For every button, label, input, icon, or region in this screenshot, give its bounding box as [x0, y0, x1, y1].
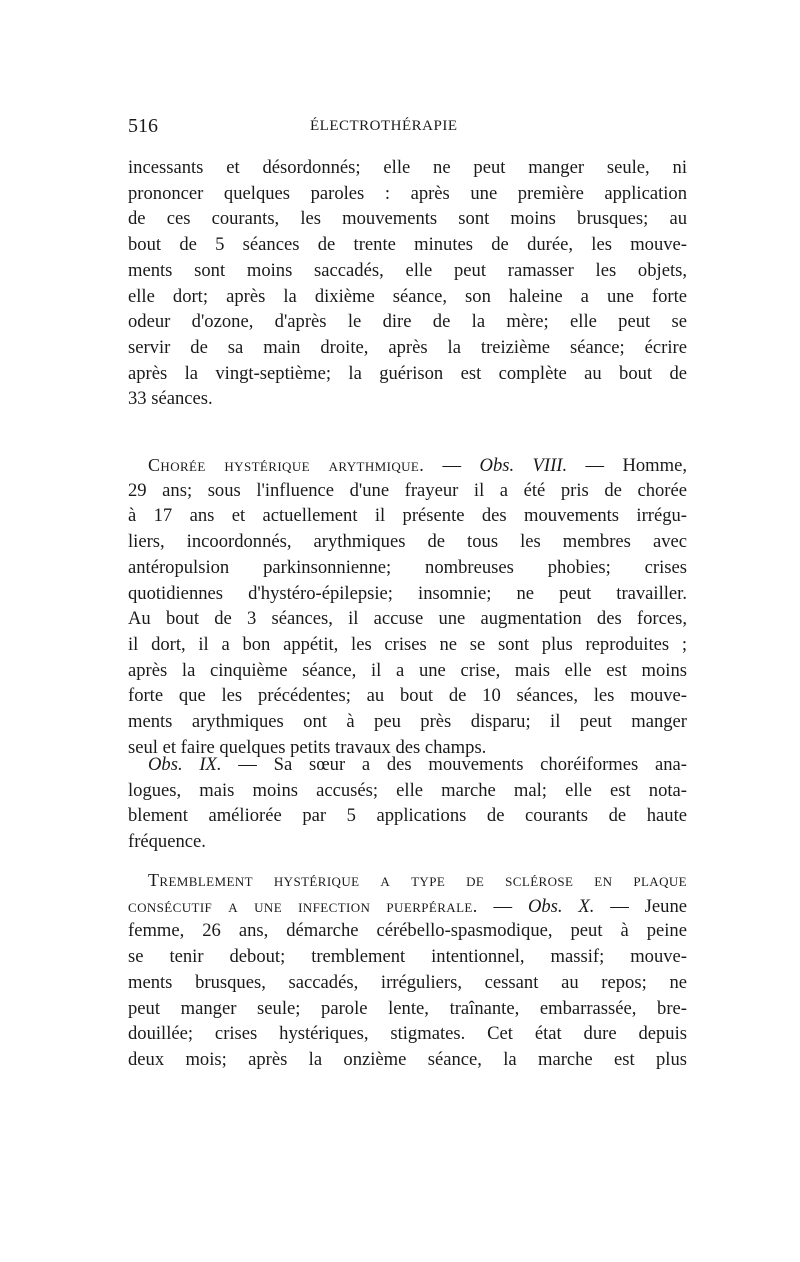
text-line [128, 479, 687, 503]
text-segment: liers, incoordonnés, arythmiques de tous les membres avec [128, 531, 687, 553]
observation-label: Obs. VIII. [479, 455, 568, 476]
text-segment: femme, 26 ans, démarche cérébello-spasmodique, peut à peine [128, 920, 687, 942]
text-line [128, 997, 687, 1021]
text-segment: blement améliorée par 5 applications de courants de haute [128, 805, 687, 827]
text-segment: se tenir debout; tremblement intentionnel, massif; mouve- [128, 946, 687, 968]
text-segment: prononcer quelques paroles : après une première application [128, 182, 687, 204]
text-line [128, 336, 687, 360]
text-segment: il dort, il a bon appétit, les crises ne se sont plus reproduites ; [128, 633, 687, 655]
section-heading: Chorée hystérique arythmique. [148, 455, 425, 475]
text-line [128, 659, 687, 683]
text-line [128, 504, 687, 528]
text-line [128, 607, 687, 631]
text-segment: forte que les précédentes; au bout de 10 séances, les mouve- [128, 685, 687, 707]
text-line [128, 633, 687, 657]
text-line [128, 710, 687, 734]
observation-label: Obs. X. [527, 895, 595, 917]
text-line [128, 556, 687, 580]
text-segment: fréquence. [128, 831, 206, 853]
text-line [128, 1048, 687, 1072]
text-segment: peut manger seule; parole lente, traînante, embarrassée, bre- [128, 997, 687, 1019]
text-segment: — [424, 455, 480, 476]
text-line [128, 894, 687, 919]
text-line [128, 919, 687, 943]
text-segment: incessants et désordonnés; elle ne peut manger seule, ni [128, 157, 687, 178]
text-line [128, 259, 687, 283]
section-heading: consécutif a une infection puerpérale. [128, 895, 478, 916]
text-segment: à 17 ans et actuellement il présente des mouvements irrégu- [128, 505, 687, 527]
text-segment: servir de sa main droite, après la treizième séance; écrire [128, 336, 687, 358]
text-line [128, 1022, 687, 1046]
text-segment: seul et faire quelques petits travaux des champs. [128, 736, 487, 758]
text-segment: 29 ans; sous l'influence d'une frayeur il a été pris de chorée [128, 479, 687, 501]
text-segment: odeur d'ozone, d'après le dire de la mère; elle peut se [128, 311, 687, 333]
text-line [148, 753, 687, 777]
text-segment: bout de 5 séances de trente minutes de durée, les mouve- [128, 234, 687, 256]
text-line [128, 387, 687, 411]
text-segment: elle dort; après la dixième séance, son haleine a une forte [128, 285, 687, 307]
page-number: 516 [128, 115, 158, 137]
text-line [128, 156, 687, 180]
text-segment: douillée; crises hystériques, stigmates. Cet état dure depuis [128, 1023, 687, 1045]
text-line [148, 868, 687, 893]
text-line [128, 285, 687, 309]
text-line [128, 830, 687, 854]
text-segment: de ces courants, les mouvements sont moins brusques; au [128, 208, 687, 230]
text-segment: — Homme, [567, 455, 688, 476]
section-heading: Tremblement hystérique a type de sclérose en plaque [148, 870, 687, 890]
text-line [128, 779, 687, 803]
text-line [128, 684, 687, 708]
text-line [128, 582, 687, 606]
text-line [128, 233, 687, 257]
text-segment: quotidiennes d'hystéro-épilepsie; insomnie; ne peut travailler. [128, 582, 687, 604]
text-segment: ments brusques, saccadés, irréguliers, cessant au repos; ne [128, 971, 687, 993]
text-line [128, 362, 687, 386]
text-segment: — [477, 895, 528, 917]
text-segment: — Sa sœur a des mouvements choréiformes ana- [221, 754, 687, 775]
text-segment: antéropulsion parkinsonnienne; nombreuses phobies; crises [128, 556, 687, 578]
text-line [148, 453, 687, 478]
text-line [128, 310, 687, 334]
text-line [128, 804, 687, 828]
text-segment: après la vingt-septième; la guérison est complète au bout de [128, 362, 687, 384]
text-line [128, 945, 687, 969]
text-segment: ments sont moins saccadés, elle peut ramasser les objets, [128, 259, 687, 281]
text-segment: deux mois; après la onzième séance, la marche est plus [128, 1048, 687, 1070]
text-segment: après la cinquième séance, il a une crise, mais elle est moins [128, 659, 687, 681]
observation-label: Obs. IX. [148, 754, 222, 775]
running-title: ÉLECTROTHÉRAPIE [310, 118, 458, 134]
text-segment: Au bout de 3 séances, il accuse une augmentation des forces, [128, 608, 687, 630]
text-segment: logues, mais moins accusés; elle marche mal; elle est nota- [128, 779, 687, 801]
text-segment: 33 séances. [128, 388, 213, 410]
text-segment: ments arythmiques ont à peu près disparu; il peut manger [128, 711, 687, 732]
text-line [128, 971, 687, 995]
text-line [128, 207, 687, 231]
text-segment: — Jeune [594, 895, 688, 917]
text-line [128, 530, 687, 554]
text-line [128, 182, 687, 206]
